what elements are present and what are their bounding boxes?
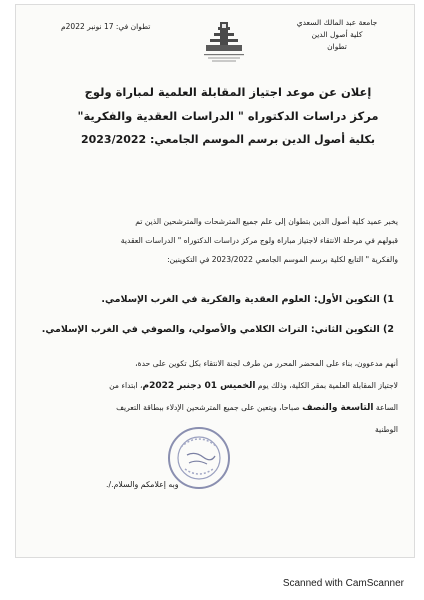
city-name: تطوان	[327, 42, 347, 51]
exam-time: التاسعة والنصف	[302, 403, 374, 413]
paragraph-line	[52, 353, 398, 375]
paragraph-line	[52, 375, 398, 397]
line-text: لاجتياز المقابلة العلمية بمقر الكلية، وذلك يوم	[255, 381, 398, 390]
programs-list	[41, 285, 394, 345]
line-text: ، ابتداء من	[109, 381, 143, 390]
line-text: أنهم مدعوون، بناء على المحضر المحرر من طرف لجنة الانتقاء بكل تكوين على حدة،	[135, 359, 398, 368]
program-item: 2) التكوين الثاني: التراث الكلامي والأصولي، والصوفي في الغرب الإسلامي.	[41, 324, 394, 335]
paragraph-line: يخبر عميد كلية أصول الدين بتطوان إلى علم جميع المترشحات والمترشحين الذين تم	[135, 217, 398, 226]
title-line: بكلية أصول الدين برسم الموسم الجامعي: 2023/2022	[80, 133, 376, 146]
line-text: صباحا، ويتعين على جميع المترشحين الإدلاء ببطاقة التعريف	[116, 403, 303, 412]
university-name: جامعة عبد المالك السعدي	[296, 18, 378, 27]
scanned-document-page	[15, 4, 415, 558]
university-logo-icon	[196, 19, 252, 65]
closing-line: وبه إعلامكم والسلام./.	[106, 480, 179, 489]
announcement-title	[56, 80, 400, 152]
institution-header	[282, 17, 392, 53]
intro-paragraph	[54, 212, 398, 269]
paragraph-line	[52, 397, 398, 419]
title-line: مركز دراسات الدكتوراه " الدراسات العقدية والفكرية"	[77, 109, 379, 123]
paragraph-line: قبولهم في مرحلة الانتقاء لاجتياز مباراة ولوج مركز دراسات الدكتوراه " الدراسات العقدية	[120, 236, 398, 245]
line-text: الساعة	[373, 403, 398, 412]
faculty-name: كلية أصول الدين	[311, 30, 363, 39]
exam-date: الخميس 01 دجنبر 2022م	[142, 381, 256, 391]
scanner-watermark: Scanned with CamScanner	[282, 578, 404, 589]
program-item: 1) التكوين الأول: العلوم العقدية والفكرية في الغرب الإسلامي.	[101, 294, 394, 305]
title-line: إعلان عن موعد اجتياز المقابلة العلمية لمباراة ولوج	[84, 85, 372, 99]
document-date: تطوان في: 17 نونبر 2022م	[61, 22, 151, 31]
line-text: الوطنية	[374, 425, 398, 434]
paragraph-line: والفكرية " التابع لكلية برسم الموسم الجامعي 2023/2022 في التكوينين:	[167, 255, 398, 264]
